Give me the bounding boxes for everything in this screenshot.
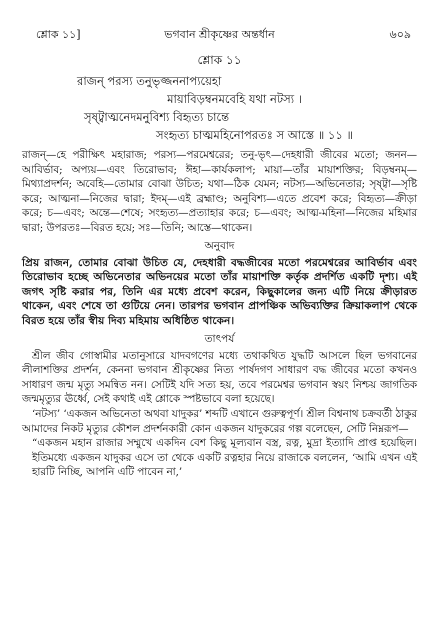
verse-line: সংহৃত্য চাত্মমহিনোপরতঃ স আস্তে ॥ ১১ ॥ xyxy=(156,128,353,142)
purport-paragraph: শ্রীল জীব গোস্বামীর মতানুসারে যাদবগণের মধ্যে তথাকথিত যুদ্ধটি আসলে ছিল ভগবানের লীলাশক্তির প্রদর্শন, কেননা ভগবান শ্রীকৃষ্ণের নিত্য পার্ষদগণ সাধারণ বদ্ধ জীবের মতো কখনও সাধারণ জন্ম মৃত্যু সমন্বিত নন। সেটিই যদি সত্য হয়, তবে পরমেশ্বর ভগবান স্বয়ং নিশ্চয় জাগতিক জন্মমৃত্যুর ঊর্ধ্বে, সেই কথাই এই শ্লোকে স্পষ্টভাবে বলা হয়েছে। xyxy=(22,349,417,406)
chapter-title: ভগবান শ্রীকৃষ্ণের অন্তর্ধান xyxy=(164,28,275,41)
verse-line: সৃষ্ট্বাত্মনেদমনুবিশ্য বিহৃত্য চান্তে xyxy=(84,110,230,124)
purport-heading: তাৎপর্য xyxy=(204,332,235,345)
verse-line: রাজন্‌ পরস্য তনুভৃজ্জননাপ্যয়েহা xyxy=(77,74,222,88)
sanskrit-verse xyxy=(22,72,417,144)
purport-paragraph: ‘নটস্য’ ‘একজন অভিনেতা অথবা যাদুকর’ শব্দটি এখানে গুরুত্বপূর্ণ। শ্রীল বিশ্বনাথ চক্রবর্তী ঠাকুর আমাদের নিকট মৃত্যুর কৌশল প্রদর্শনকারী কোন একজন যাদুকরের গল্প বলেছেন, সেটি নিম্নরূপ— xyxy=(22,407,417,435)
verse-title: শ্লোক ১১ xyxy=(197,53,242,67)
translation-text: প্রিয় রাজন, তোমার বোঝা উচিত যে, দেহধারী বদ্ধজীবের মতো পরমেশ্বরের আবির্ভাব এবং তিরোভাব হচ্ছে অভিনেতার অভিনয়ের মতো তাঁর মায়াশক্তি কর্তৃক প্রদর্শিত একটি দৃশ্য। এই জগৎ সৃষ্টি করার পর, তিনি এর মধ্যে প্রবেশ করেন, কিছুকালের জন্য এটি নিয়ে ক্রীড়ারত থাকেন, এবং শেষে তা গুটিয়ে নেন। তারপর ভগবান প্রাপঞ্চিক অভিব্যক্তির ক্রিয়াকলাপ থেকে বিরত হয়ে তাঁর স্বীয় দিব্য মহিমায় অধিষ্ঠিত থাকেন। xyxy=(22,256,417,327)
word-for-word-meanings: রাজন্‌—হে পরীক্ষিৎ মহারাজ; পরস্য—পরমেশ্বরের; তনু-ভৃৎ—দেহধারী জীবের মতো; জনন—আবির্ভাব; অপ্যয়—এবং তিরোভাব; ঈহা—কার্যকলাপ; মায়া—তাঁর মায়াশক্তির; বিড়ম্বনম্‌—মিথ্যাপ্রদর্শন; অবেহি—তোমার বোঝা উচিত; যথা—ঠিক যেমন; নটস্য—অভিনেতার; সৃষ্ট্বা—সৃষ্টি করে; আত্মনা—নিজের দ্বারা; ইদম্‌—এই ব্রহ্মাণ্ড; অনুবিশ্য—এতে প্রবেশ করে; বিহৃত্য—ক্রীড়া করে; চ—এবং; অন্তে—শেষে; সংহৃত্য—প্রত্যাহার করে; চ—এবং; আত্ম-মহিনা—নিজের মহিমার দ্বারা; উপরতঃ—বিরত হয়ে; সঃ—তিনি; আস্তে—থাকেন। xyxy=(22,149,417,234)
verse-reference: শ্লোক ১১] xyxy=(36,28,81,41)
purport-quote: “একজন মহান রাজার সম্মুখে একদিন বেশ কিছু মূল্যবান বস্ত্র, রত্ন, মুদ্রা ইত্যাদি প্রাপ্ত হয়েছিল। ইতিমধ্যে একজন যাদুকর এসে তা থেকে একটি রত্নহার নিয়ে রাজাকে বললেন, ‘আমি এখন এই হারটি নিচ্ছি, আপনি এটি পাবেন না,’ xyxy=(32,437,417,479)
page-number: ৬০৯ xyxy=(389,28,411,41)
translation-heading: অনুবাদ xyxy=(204,239,235,252)
purport-text xyxy=(22,349,417,480)
verse-line: মায়াবিড়ম্বনমবেহি যথা নটস্য । xyxy=(167,92,302,106)
running-header xyxy=(22,18,417,40)
